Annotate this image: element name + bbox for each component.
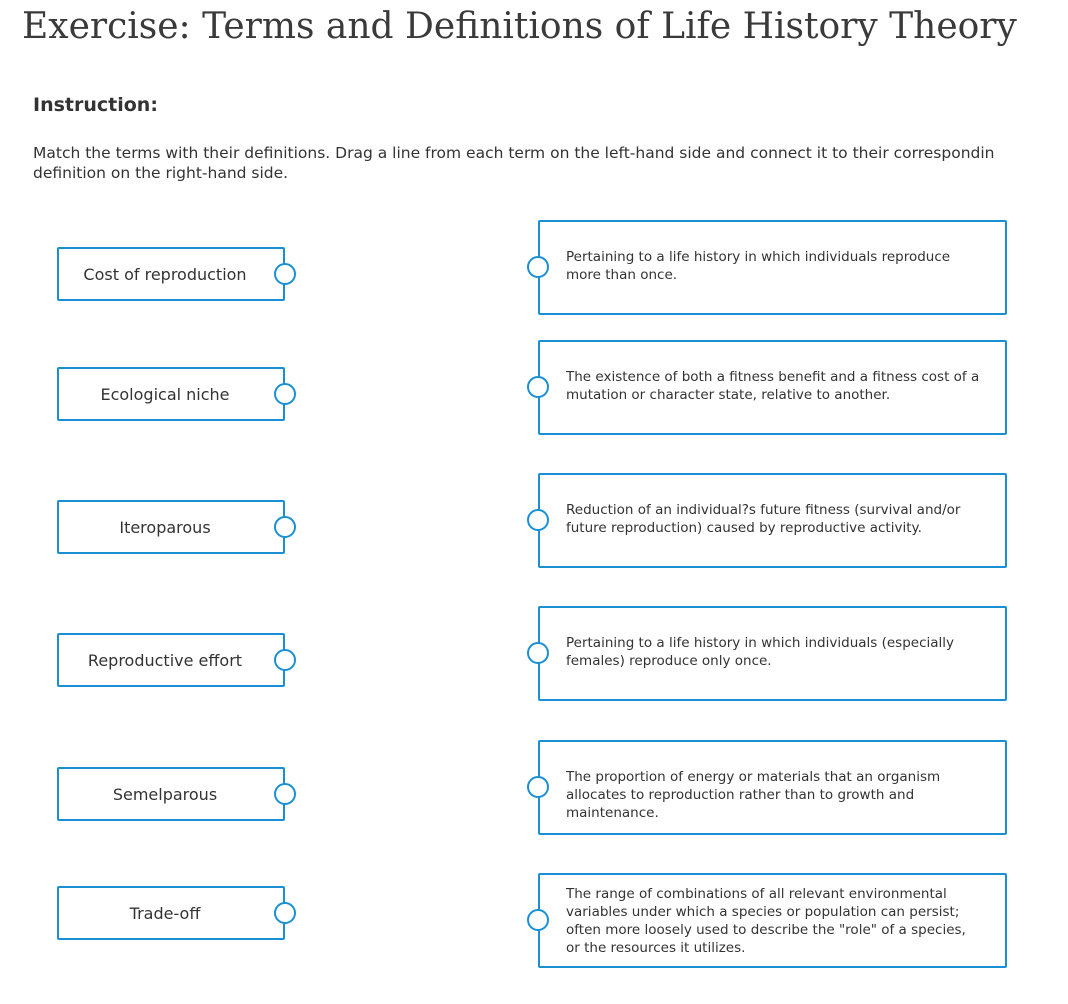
term-label: Cost of reproduction [83, 264, 247, 284]
term-label: Trade-off [129, 903, 201, 923]
definition-text [566, 768, 1001, 822]
definition-line: or the resources it utilizes. [566, 940, 746, 956]
definition-box-6[interactable] [538, 873, 1007, 968]
term-connector-handle[interactable] [274, 902, 296, 924]
definition-box-4[interactable] [538, 606, 1007, 701]
definition-connector-handle[interactable] [527, 256, 549, 278]
definition-box-1[interactable] [538, 220, 1007, 315]
definition-connector-handle[interactable] [527, 776, 549, 798]
term-connector-handle[interactable] [274, 783, 296, 805]
definition-text [566, 885, 1001, 957]
definition-connector-handle[interactable] [527, 909, 549, 931]
term-connector-handle[interactable] [274, 649, 296, 671]
instruction-text [33, 143, 1068, 183]
definition-connector-handle[interactable] [527, 509, 549, 531]
definition-text [566, 368, 1001, 404]
definition-line: females) reproduce only once. [566, 653, 772, 669]
term-box-cost-of-reproduction[interactable] [57, 247, 285, 301]
definition-line: often more loosely used to describe the "role" of a species, [566, 922, 966, 938]
instruction-heading: Instruction: [33, 94, 158, 116]
definition-text [566, 248, 1001, 284]
definition-box-3[interactable] [538, 473, 1007, 568]
definition-line: more than once. [566, 267, 678, 283]
definition-line: mutation or character state, relative to another. [566, 387, 891, 403]
term-connector-handle[interactable] [274, 263, 296, 285]
term-connector-handle[interactable] [274, 383, 296, 405]
instruction-line: definition on the right-hand side. [33, 164, 289, 182]
instruction-line: Match the terms with their definitions. Drag a line from each term on the left-hand side and connect it to their correspondin [33, 144, 995, 162]
definition-text [566, 501, 1001, 537]
definition-text [566, 634, 1001, 670]
term-label: Reproductive effort [87, 650, 243, 670]
definition-line: variables under which a species or population can persist; [566, 904, 960, 920]
page-title: Exercise: Terms and Definitions of Life History Theory [22, 6, 1017, 47]
term-label: Semelparous [112, 784, 218, 804]
definition-line: maintenance. [566, 805, 659, 821]
definition-box-5[interactable] [538, 740, 1007, 835]
definition-line: Pertaining to a life history in which individuals (especially [566, 635, 955, 651]
term-connector-handle[interactable] [274, 516, 296, 538]
definition-line: allocates to reproduction rather than to growth and [566, 787, 915, 803]
definition-line: future reproduction) caused by reproductive activity. [566, 520, 922, 536]
term-label: Ecological niche [100, 384, 230, 404]
definition-line: Pertaining to a life history in which individuals reproduce [566, 249, 951, 265]
term-label: Iteroparous [119, 517, 211, 537]
term-box-reproductive-effort[interactable] [57, 633, 285, 687]
term-box-semelparous[interactable] [57, 767, 285, 821]
definition-connector-handle[interactable] [527, 642, 549, 664]
definition-line: The existence of both a fitness benefit and a fitness cost of a [566, 369, 980, 385]
term-box-trade-off[interactable] [57, 886, 285, 940]
definition-box-2[interactable] [538, 340, 1007, 435]
definition-line: The proportion of energy or materials that an organism [566, 769, 941, 785]
definition-line: Reduction of an individual?s future fitness (survival and/or [566, 502, 961, 518]
term-box-ecological-niche[interactable] [57, 367, 285, 421]
definition-line: The range of combinations of all relevant environmental [566, 886, 947, 902]
definition-connector-handle[interactable] [527, 376, 549, 398]
term-box-iteroparous[interactable] [57, 500, 285, 554]
